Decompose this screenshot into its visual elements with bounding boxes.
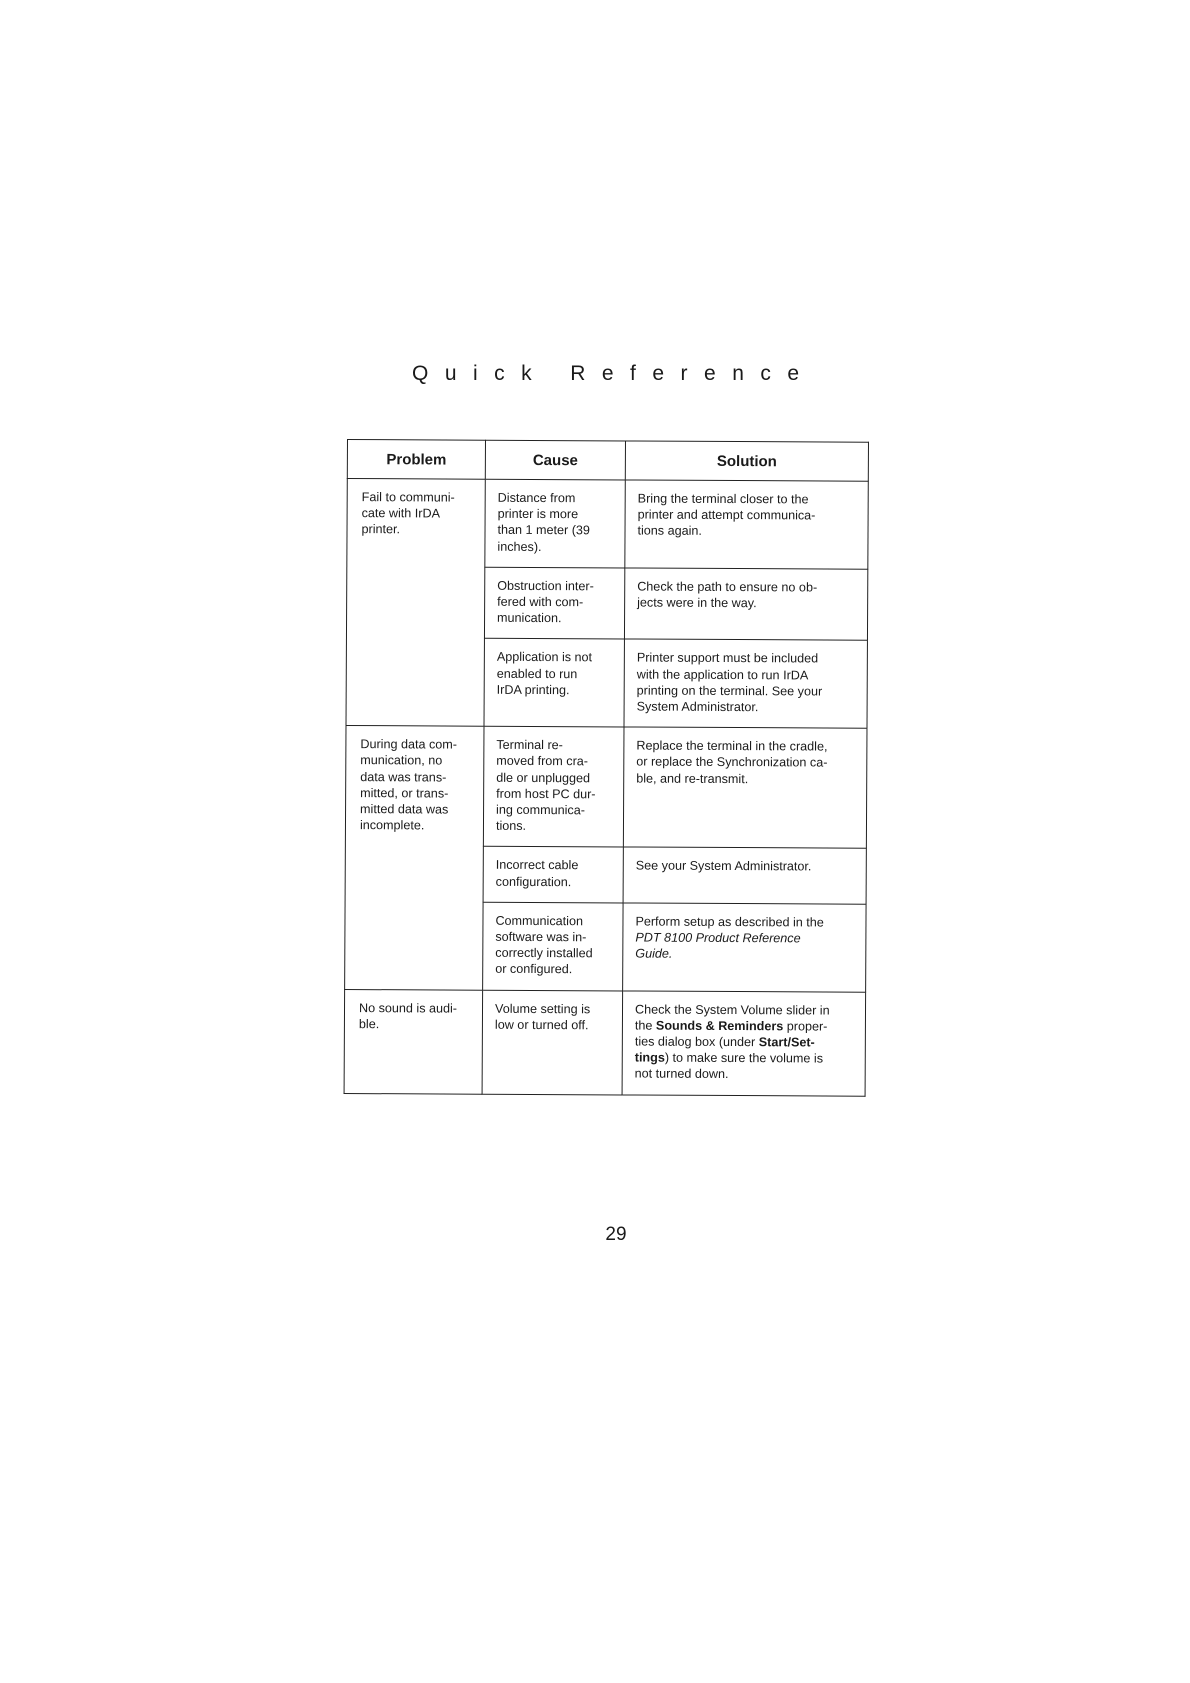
problem-text: No sound is audi- ble. <box>358 1000 458 1032</box>
solution-cell <box>624 568 867 641</box>
cause-cell <box>483 902 623 991</box>
solution-text <box>635 1001 855 1083</box>
page-title-word-quick: Quick <box>412 362 549 385</box>
table-row <box>344 989 866 1096</box>
cause-cell <box>484 639 624 728</box>
cause-cell <box>485 479 625 568</box>
cause-cell <box>483 847 623 903</box>
cause-text: Application is not enabled to run IrDA printing. <box>496 650 593 697</box>
solution-cell <box>622 991 866 1096</box>
cause-text: Terminal re- moved from cra- dle or unplugged from host PC dur- ing communica- tions. <box>495 738 596 834</box>
cause-column-header: Cause <box>485 440 625 480</box>
cause-text: Communication software was in- correctly installed or configured. <box>495 913 593 977</box>
problem-text: Fail to communi- cate with IrDA printer. <box>361 490 455 537</box>
solution-cell <box>623 903 866 992</box>
solution-column-header: Solution <box>625 441 868 481</box>
problem-text: During data com- munication, no data was trans- mitted, or trans- mitted data was incomplete. <box>359 737 458 833</box>
solution-text: Check the path to ensure no ob- jects were in the way. <box>637 579 818 611</box>
solution-text: See your System Administrator. <box>635 858 812 874</box>
solution-cell <box>623 847 866 904</box>
product-reference-guide-title: PDT 8100 Product Reference Guide <box>635 930 801 961</box>
problem-cell <box>344 989 483 1094</box>
page-title <box>412 362 816 386</box>
table-header-row <box>347 440 868 482</box>
solution-text-part: ) to make sure the volume is not turned down. <box>634 1050 824 1082</box>
solution-text: Replace the terminal in the cradle, or replace the Synchronization ca- ble, and re-transmit. <box>636 738 828 786</box>
problem-column-header: Problem <box>347 440 485 480</box>
cause-cell <box>483 726 624 847</box>
problem-cell <box>345 726 484 990</box>
troubleshooting-table <box>344 439 869 1096</box>
solution-text: Bring the terminal closer to the printer and attempt communica- tions again. <box>637 491 816 539</box>
solution-text-part: Check the System Volume slider in the <box>634 1002 830 1033</box>
solution-text-part: proper- ties dialog box (under <box>634 1019 828 1050</box>
cause-text: Volume setting is low or turned off. <box>494 1001 591 1033</box>
cause-text: Obstruction inter- fered with com- munication. <box>497 578 594 626</box>
solution-text-intro: Perform setup as described in the <box>635 914 824 930</box>
problem-cell <box>346 479 485 727</box>
cause-cell <box>482 990 623 1095</box>
page-title-word-reference: Reference <box>570 362 816 385</box>
start-settings-label: Start/Set- tings <box>634 1035 815 1065</box>
cause-text: Distance from printer is more than 1 meter (39 inches). <box>497 490 590 554</box>
solution-cell <box>623 727 867 848</box>
sounds-reminders-label: Sounds & Reminders <box>655 1018 784 1034</box>
table-row <box>345 726 867 849</box>
solution-cell <box>624 639 867 728</box>
solution-text <box>635 913 855 963</box>
cause-cell <box>484 567 624 639</box>
page-number: 29 <box>605 1224 627 1245</box>
solution-text-end: . <box>668 946 673 961</box>
solution-cell <box>625 480 868 569</box>
cause-text: Incorrect cable configuration. <box>495 858 579 889</box>
solution-text: Printer support must be included with the application to run IrDA printing on the terminal. See your System Administrator. <box>636 650 823 715</box>
table-row <box>347 479 868 570</box>
